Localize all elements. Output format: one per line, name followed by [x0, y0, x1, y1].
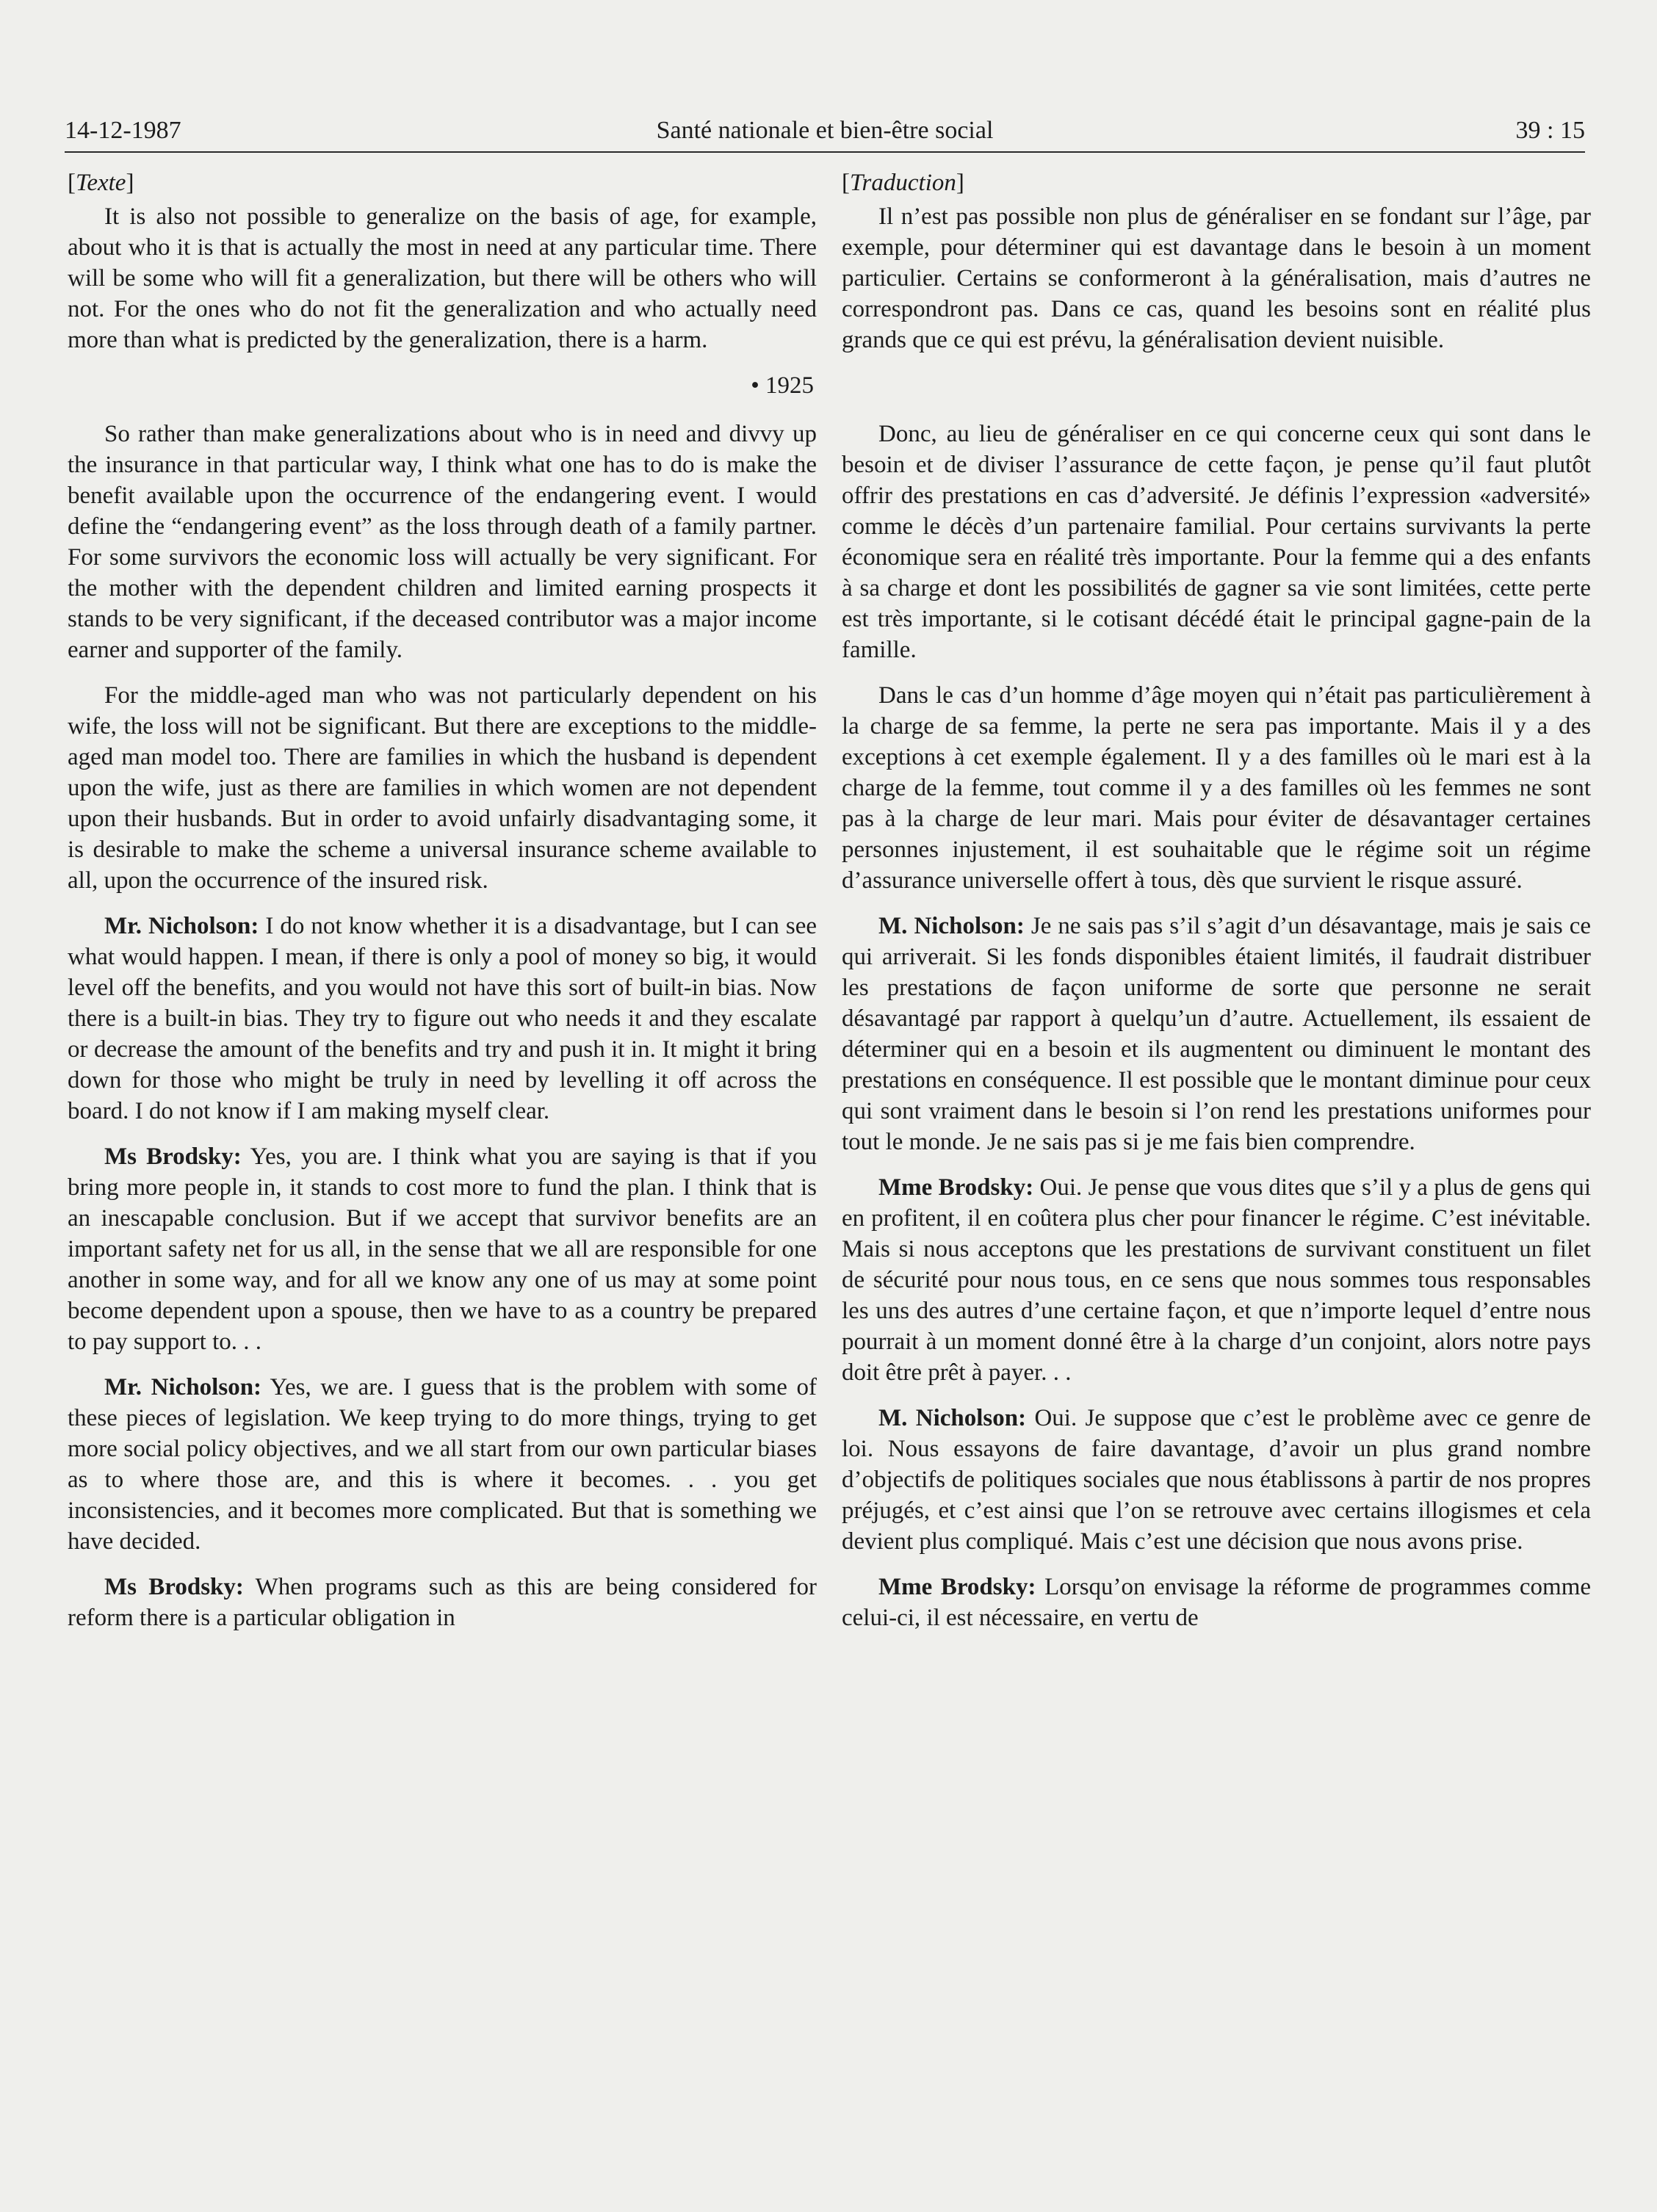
french-column	[842, 167, 1591, 1648]
paragraph: Donc, au lieu de généraliser en ce qui concerne ceux qui sont dans le besoin et de diviser l’assurance de cette façon, je pense qu’il faut plutôt offrir des prestations en cas d’adversité. Je définis l’expression «adversité» comme le décès d’un partenaire familial. Pour certains survivants la perte économique sera en réalité très importante. Pour la femme qui a des enfants à sa charge et dont les possibilités de gagner sa vie sont limitées, cette perte est très importante, si le cotisant décédé était le principal gagne-pain de la famille.	[842, 421, 1591, 663]
speaker-name: Mme Brodsky:	[878, 1574, 1036, 1600]
speaker-name: M. Nicholson:	[878, 913, 1025, 939]
speech-paragraph: Mme Brodsky: Lorsqu’on envisage la réforme de programmes comme celui-ci, il est nécessaire, en vertu de	[842, 1574, 1592, 1631]
speech-paragraph: Mme Brodsky: Oui. Je pense que vous dites que s’il y a plus de gens qui en profitent, il en coûtera plus cher pour financer le régime. C’est inévitable. Mais si nous acceptons que les prestations de survivant constituent un filet de sécurité pour nous tous, en ce sens que nous sommes tous responsables les uns des autres d’une certaine façon, et que n’importe lequel d’entre nous pourrait à un moment donné être à la charge d’un conjoint, alors notre pays doit être prêt à payer. . .	[842, 1174, 1592, 1386]
translation-tag: [Traduction]	[842, 170, 964, 196]
speech-paragraph: Ms Brodsky: When programs such as this are being considered for reform there is a particular obligation in	[68, 1574, 817, 1631]
text-tag: [Texte]	[68, 170, 134, 196]
header-date: 14-12-1987	[65, 117, 181, 144]
speaker-name: Mr. Nicholson:	[104, 913, 259, 939]
paragraph: For the middle-aged man who was not particularly dependent on his wife, the loss will not be significant. But there are exceptions to the middle-aged man model too. There are families in which the husband is dependent upon the wife, just as there are families in which women are not dependent upon their husbands. But in order to avoid unfairly disadvantaging some, it is desirable to make the scheme a universal insurance scheme available to all, upon the occurrence of the insured risk.	[68, 682, 817, 894]
paragraph: So rather than make generalizations about who is in need and divvy up the insurance in that particular way, I think what one has to do is make the benefit available upon the occurrence of the endangering event. I would define the “endangering event” as the loss through death of a family partner. For some survivors the economic loss will actually be very significant. For the mother with the dependent children and limited earning prospects it stands to be very significant, if the deceased contributor was a major income earner and supporter of the family.	[68, 421, 817, 663]
speaker-name: M. Nicholson:	[878, 1405, 1027, 1431]
paragraph: It is also not possible to generalize on the basis of age, for example, about who it is that is actually the most in need at any particular time. There will be some who will fit a generalization, but there will be others who will not. For the ones who do not fit the generalization and who actually need more than what is predicted by the generalization, there is a harm.	[68, 203, 817, 353]
speech-paragraph: Ms Brodsky: Yes, you are. I think what you are saying is that if you bring more people in, it stands to cost more to fund the plan. I think that is an inescapable conclusion. But if we accept that survivor benefits are an important safety net for us all, in the sense that we all are responsible for one another in some way, and for all we know any one of us may at some point become dependent upon a spouse, then we have to as a country be prepared to pay support to. . .	[68, 1143, 817, 1355]
english-column	[68, 167, 817, 1648]
running-header	[65, 110, 1585, 153]
paragraph: Il n’est pas possible non plus de généraliser en se fondant sur l’âge, par exemple, pour déterminer qui est davantage dans le besoin à un moment particulier. Certains se conformeront à la généralisation, mais d’autres ne correspondront pas. Dans ce cas, quand les besoins sont en réalité plus grands que ce qui est prévu, la généralisation devient nuisible.	[842, 203, 1591, 353]
header-page-number: 39 : 15	[1515, 117, 1585, 144]
speaker-name: Ms Brodsky:	[104, 1574, 244, 1600]
speech-paragraph: Mr. Nicholson: Yes, we are. I guess that is the problem with some of these pieces of legislation. We keep trying to do more things, trying to get more social policy objectives, and we all start from our own particular biases as to where those are, and this is where it becomes. . . you get inconsistencies, and it becomes more complicated. But that is something we have decided.	[68, 1374, 817, 1555]
time-marker: • 1925	[751, 372, 814, 399]
header-title: Santé nationale et bien-être social	[656, 117, 994, 144]
speech-paragraph: M. Nicholson: Je ne sais pas s’il s’agit d’un désavantage, mais je sais ce qui arriverait. Si les fonds disponibles étaient limités, il faudrait distribuer les prestations de façon uniforme de sorte que personne ne serait désavantagé par rapport à quelqu’un d’autre. Actuellement, ils essaient de déterminer qui en a besoin et ils augmentent ou diminuent le montant des prestations en conséquence. Il est possible que le montant diminue pour ceux qui sont vraiment dans le besoin si l’on rend les prestations uniformes pour tout le monde. Je ne sais pas si je me fais bien comprendre.	[842, 913, 1592, 1155]
speaker-name: Ms Brodsky:	[104, 1143, 242, 1170]
speech-paragraph: Mr. Nicholson: I do not know whether it is a disadvantage, but I can see what would happen. I mean, if there is only a pool of money so big, it would level off the benefits, and you would not have this sort of built-in bias. Now there is a built-in bias. They try to figure out who needs it and they escalate or decrease the amount of the benefits and try and push it in. It might it bring down for those who might be truly in need by levelling it off across the board. I do not know if I am making myself clear.	[68, 913, 817, 1124]
speech-paragraph: M. Nicholson: Oui. Je suppose que c’est le problème avec ce genre de loi. Nous essayons de faire davantage, d’avoir un plus grand nombre d’objectifs de politiques sociales que nous établissons à partir de nos propres préjugés, et c’est ainsi que l’on se retrouve avec certains illogismes et cela devient plus compliqué. Mais c’est une décision que nous avons prise.	[842, 1405, 1591, 1555]
speaker-name: Mme Brodsky:	[878, 1174, 1034, 1201]
paragraph: Dans le cas d’un homme d’âge moyen qui n’était pas particulièrement à la charge de sa femme, la perte ne sera pas importante. Mais il y a des exceptions à cet exemple également. Il y a des familles où le mari est à la charge de la femme, tout comme il y a des familles où les femmes ne sont pas à la charge de leur mari. Mais pour éviter de désavantager certaines personnes injustement, il est souhaitable que le régime soit un régime d’assurance universelle offert à tous, dès que survient le risque assuré.	[842, 682, 1591, 894]
speaker-name: Mr. Nicholson:	[104, 1374, 262, 1400]
